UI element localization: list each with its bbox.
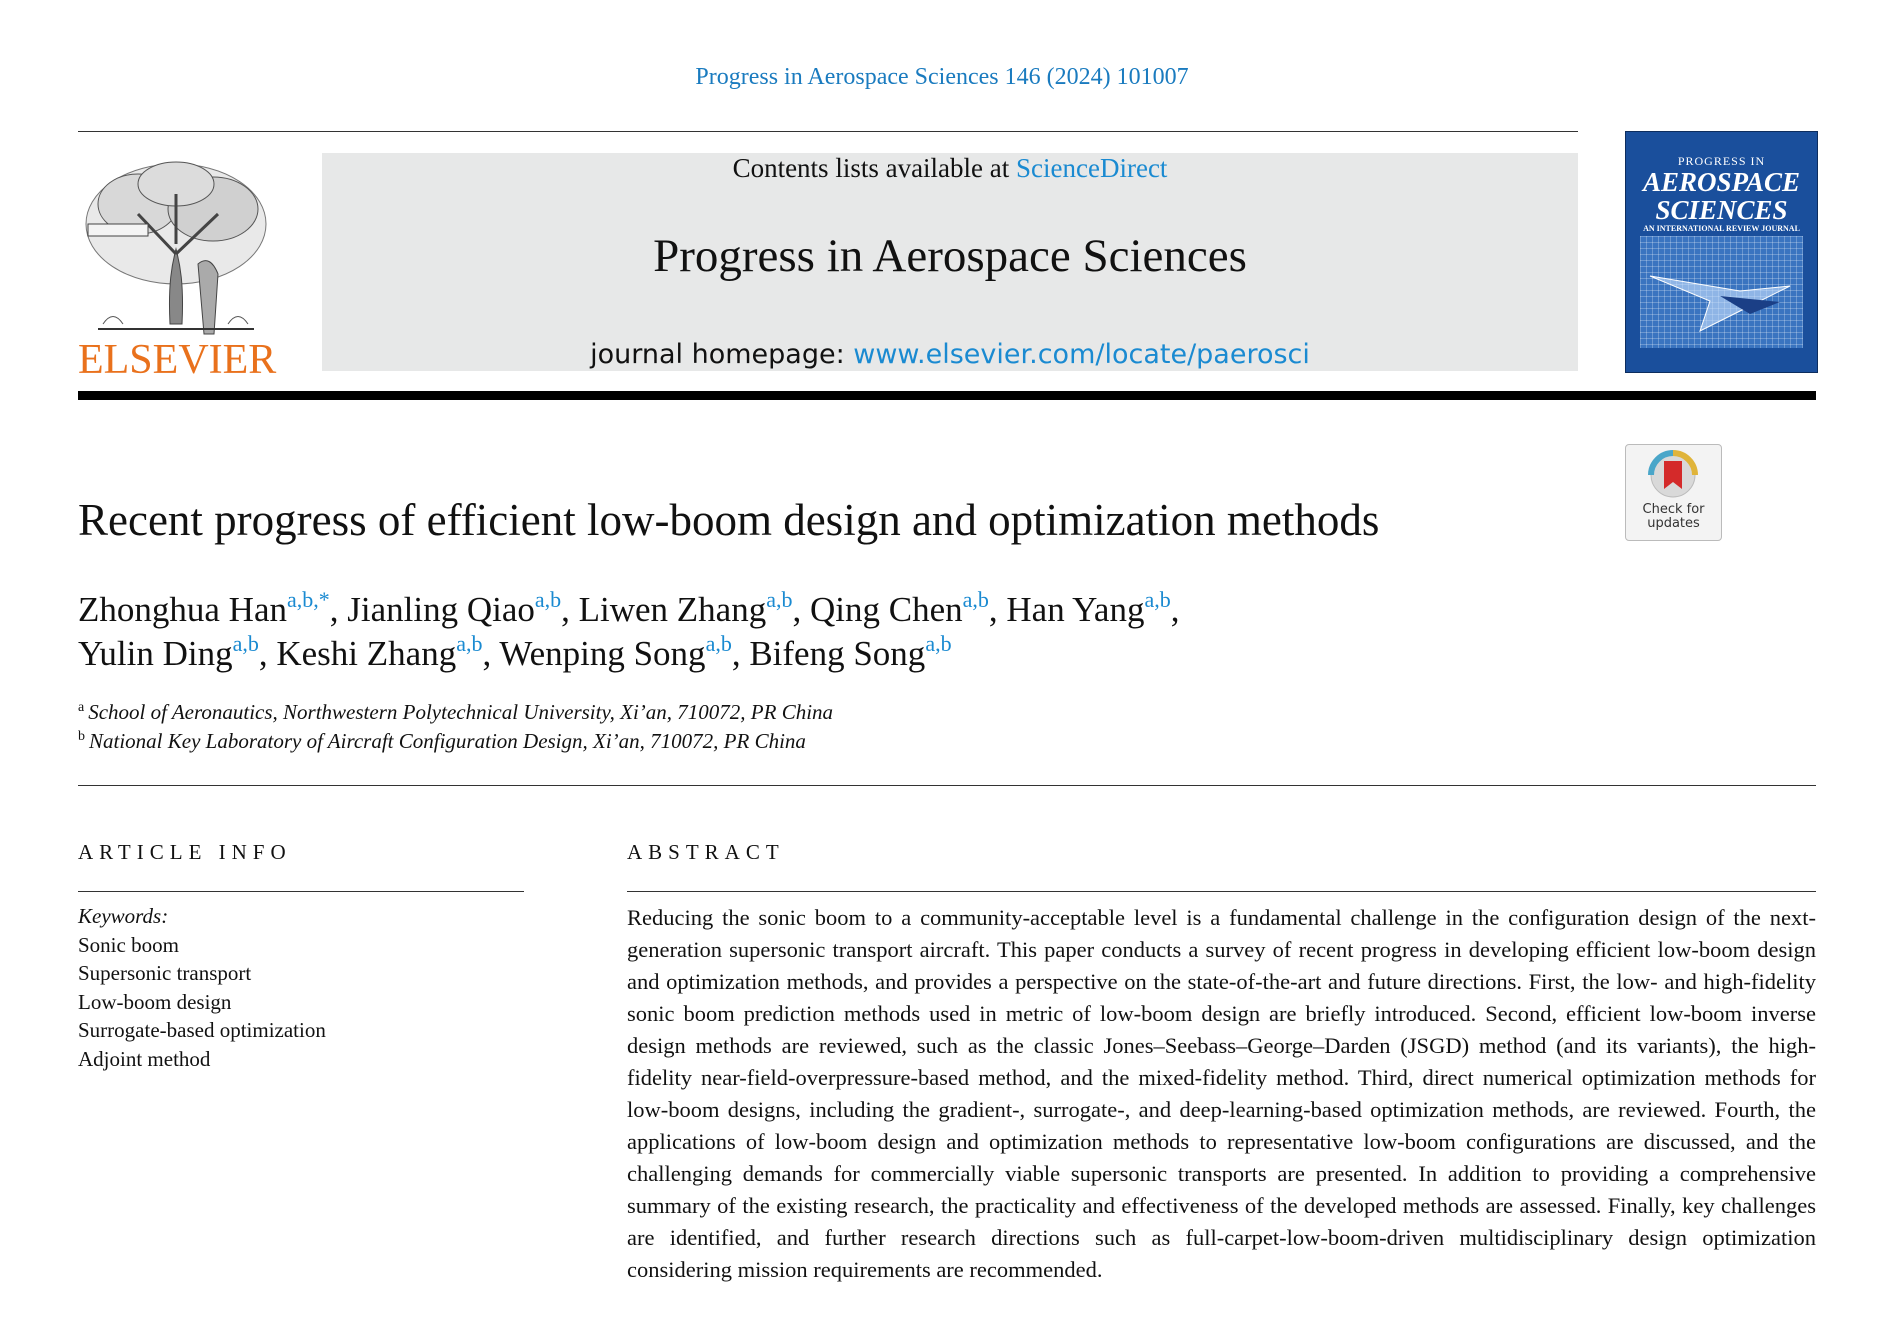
cover-title-line-1: AEROSPACE [1642,167,1801,197]
author-separator: , [561,590,570,629]
author-affiliation-mark[interactable]: a,b [1144,587,1171,612]
abstract-body: Reducing the sonic boom to a community-acceptable level is a fundamental challenge in the configuration design of the next-generation supersonic transport aircraft. This paper conducts a survey of recent progress in developing efficient low-boom design and optimization methods, and provides a perspective on the state-of-the-art and future directions. First, the low- and high-fidelity sonic boom prediction methods used in metric of low-boom design are briefly introduced. Second, efficient low-boom inverse design methods are reviewed, such as the classic Jones–Seebass–George–Darden (JSGD) method (and its variants), the high-fidelity near-field-overpressure-based method, and the mixed-fidelity method. Third, direct numerical optimization methods for low-boom designs, including the gradient-, surrogate-, and deep-learning-based optimization methods, are reviewed. Fourth, the applications of low-boom design and optimization methods to representative low-boom configurations are discussed, and the challenging demands for commercially viable supersonic transports are presented. In addition to providing a comprehensive summary of the existing research, the practicality and effectiveness of the developed methods are assessed. Finally, key challenges are identified, and further research directions such as full-carpet-low-boom-driven multidisciplinary design optimization considering mission requirements are recommended. [627,905,1816,1282]
affiliation-mark: b [78,729,85,744]
author-name[interactable]: Yulin Ding [78,634,233,673]
homepage-link[interactable]: www.elsevier.com/locate/paerosci [853,339,1310,370]
contents-prefix: Contents lists available at [732,153,1017,183]
homepage-prefix: journal homepage: [590,339,854,370]
article-info-heading: ARTICLE INFO [78,840,292,864]
author-affiliation-mark[interactable]: a,b [962,587,989,612]
author-separator: , [1170,590,1180,629]
affiliation-a [78,700,833,725]
check-updates-label [1626,503,1721,531]
author-separator: , [329,590,339,629]
homepage-line [322,339,1578,370]
authors-line-2 [78,631,952,674]
cover-title-line-2: SCIENCES [1655,195,1788,225]
article-title: Recent progress of efficient low-boom design and optimization methods [78,495,1380,545]
author-name[interactable]: Wenping Song [499,634,706,673]
author-name[interactable]: Liwen Zhang [578,590,767,629]
journal-banner [322,153,1578,371]
header-rule [78,131,1578,132]
authors-line-1 [78,587,1180,630]
affiliation-text: National Key Laboratory of Aircraft Configuration Design, Xi’an, 710072, PR China [89,729,806,753]
abstract-rule [627,891,1816,892]
author-affiliation-mark[interactable]: a,b [705,631,732,656]
keyword-item: Surrogate-based optimization [78,1018,326,1042]
cover-title [1626,168,1817,224]
keyword-item: Supersonic transport [78,961,252,985]
author-separator: , [258,634,268,673]
elsevier-wordmark: ELSEVIER [78,337,277,383]
author-affiliation-mark[interactable]: a,b [534,587,562,612]
sciencedirect-link[interactable]: ScienceDirect [1016,153,1168,183]
section-rule [78,785,1816,786]
author-name[interactable]: Qing Chen [809,590,963,629]
journal-citation[interactable]: Progress in Aerospace Sciences 146 (2024) 101007 [695,64,1189,90]
author-separator: , [482,634,492,673]
author-separator: , [792,590,802,629]
author-name[interactable]: Zhonghua Han [78,590,287,629]
abstract-heading: ABSTRACT [627,840,785,864]
article-info-rule [78,891,524,892]
author-name[interactable]: Bifeng Song [749,634,926,673]
check-updates-line-2: updates [1647,516,1700,531]
affiliation-mark: a [78,700,85,715]
journal-cover-image[interactable] [1625,131,1818,373]
author-affiliation-mark[interactable]: a,b [925,631,952,656]
keywords-label: Keywords: [78,904,169,928]
cover-line-1: PROGRESS IN [1677,154,1766,168]
affiliation-b [78,729,806,754]
check-updates-icon [1626,445,1721,505]
author-affiliation-mark[interactable]: a,b [456,631,483,656]
keyword-item: Low-boom design [78,989,232,1014]
author-name[interactable]: Keshi Zhang [276,634,457,673]
author-name[interactable]: Jianling Qiao [347,590,535,629]
contents-line [322,153,1578,184]
check-for-updates-button[interactable] [1625,444,1722,541]
cover-subtitle: AN INTERNATIONAL REVIEW JOURNAL [1643,224,1800,233]
keyword-item: Sonic boom [78,932,179,957]
keyword-item: Adjoint method [78,1046,211,1071]
author-separator: , [731,634,741,673]
author-separator: , [988,590,998,629]
author-affiliation-mark[interactable]: a,b,* [286,587,330,612]
cover-aircraft-graphic [1640,236,1803,348]
check-updates-line-1: Check for [1642,502,1705,517]
affiliation-text: School of Aeronautics, Northwestern Polytechnical University, Xi’an, 710072, PR China [88,700,834,724]
author-affiliation-mark[interactable]: a,b [766,587,793,612]
journal-title: Progress in Aerospace Sciences [653,230,1247,282]
header-thick-rule [78,391,1816,400]
keywords-list [78,902,326,1073]
author-name[interactable]: Han Yang [1006,590,1145,629]
author-affiliation-mark[interactable]: a,b [232,631,259,656]
